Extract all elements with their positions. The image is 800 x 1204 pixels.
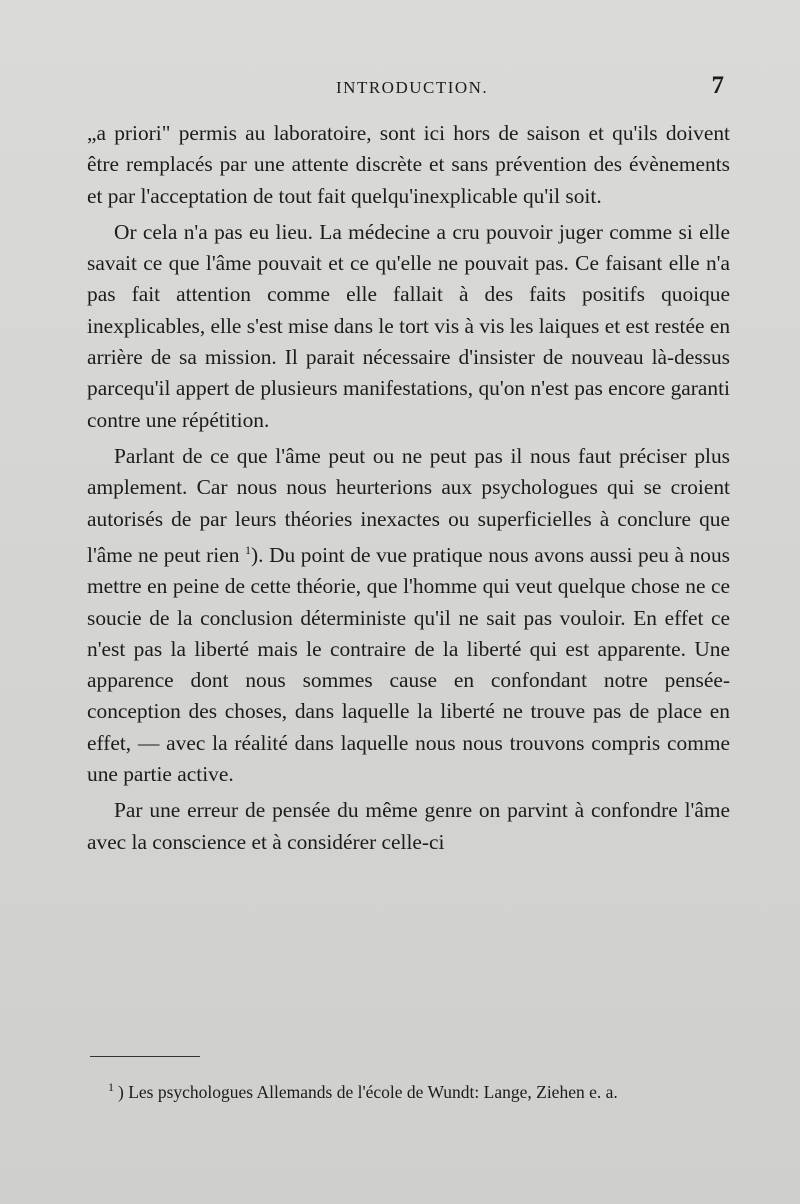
footnote <box>88 1075 736 1104</box>
running-head: INTRODUCTION. <box>336 78 489 97</box>
footnote-mark: 1 <box>108 1080 114 1094</box>
page-header <box>86 72 734 106</box>
page-number: 7 <box>711 72 724 99</box>
paragraph-3 <box>87 441 730 790</box>
paragraph-2: Or cela n'a pas eu lieu. La médecine a cru pouvoir juger comme si elle savait ce que l'âme pouvait et ce qu'elle ne pouvait pas. Ce faisant elle n'a pas fait attention comme elle fallait à des faits positifs quoique inexplicables, elle s'est mise dans le tort vis à vis les laiques et est restée en arrière de sa mission. Il parait nécessaire d'insister de nouveau là-dessus parcequ'il appert de plusieurs manifestations, qu'on n'est pas encore garanti contre une répétition. <box>87 219 731 432</box>
body-text <box>87 118 730 858</box>
paragraph-4: Par une erreur de pensée du même genre on parvint à confondre l'âme avec la conscience et à considérer celle-ci <box>87 798 730 854</box>
footnote-rule <box>90 1056 200 1057</box>
paragraph-3-text-before: Parlant de ce que l'âme peut ou ne peut pas il nous faut préciser plus amplement. Car nous nous heurterions aux psychologues qui se croient autorisés de par leurs théories inexactes ou superficielles à conclure que l'âme ne peut rien <box>87 443 730 567</box>
footnote-text: ) Les psychologues Allemands de l'école de Wundt: Lange, Ziehen e. a. <box>118 1081 618 1102</box>
paragraph-3-text-after: ). Du point de vue pratique nous avons aussi peu à nous mettre en peine de cette théorie, que l'homme qui veut quelque chose ne ce soucie de la conclusion déterministe qu'il ne sait pas vouloir. En effet ce n'est pas la liberté mais le contraire de la liberté qui est apparente. Une apparence dont nous sommes cause en confondant notre pensée-conception des choses, dans laquelle la liberté ne trouve pas de place en effet, — avec la réalité dans laquelle nous nous trouvons compris comme une partie active. <box>87 542 730 787</box>
footnote-reference: 1 <box>245 542 252 557</box>
paragraph-1: „a priori" permis au laboratoire, sont ici hors de saison et qu'ils doivent être remplacés par une attente discrète et sans prévention des évènements et par l'acceptation de tout fait quelqu'inexplicable qu'il soit. <box>87 121 730 208</box>
